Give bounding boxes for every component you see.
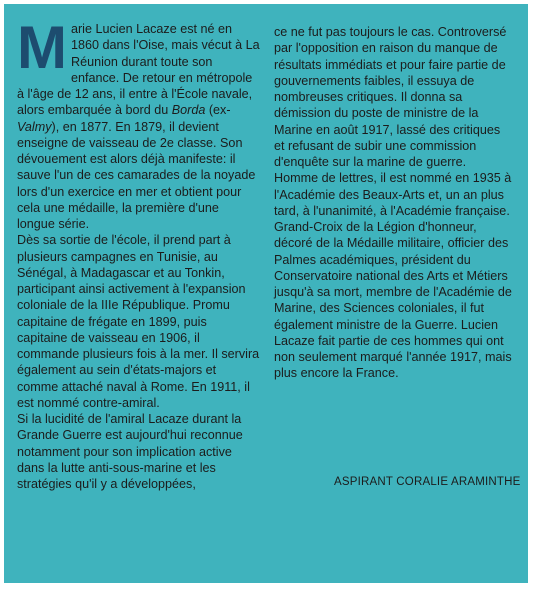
ship-name-valmy: Valmy xyxy=(17,119,52,134)
article-paragraph-1 xyxy=(17,14,260,232)
article-column-right xyxy=(274,24,514,382)
article-paragraph-5: Homme de lettres, il est nommé en 1935 à l'Académie des Beaux-Arts et, un an plus tard, à l'unanimité, à l'Académie française. Grand-Croix de la Légion d'honneur, décoré de la Médaille militaire, officier des Palmes académiques, président du Conservatoire national des Arts et Métiers jusqu'à sa mort, membre de l'Académie de Marine, des Sciences coloniales, il fut également ministre de la Guerre. Lucien Lacaze fait partie de ces hommes qui ont non seulement marqué l'année 1917, mais plus encore la France. xyxy=(274,171,512,381)
author-signature: ASPIRANT CORALIE ARAMINTHE xyxy=(334,476,521,488)
article-column-left xyxy=(17,14,260,492)
text-span: (ex- xyxy=(205,103,231,118)
text-span: ), en 1877. En 1879, il devient enseigne de vaisseau de 2e classe. Son dévouement est alors déjà manifeste: il sauve l'un de ces camarades de la noyade lors d'un exercice en mer et obtient pour cela une médaille, la première d'une longue série. xyxy=(17,119,256,231)
ship-name-borda: Borda xyxy=(171,103,206,118)
article-paragraph-2: Dès sa sortie de l'école, il prend part à plusieurs campagnes en Tunisie, au Sénégal, à Madagascar et au Tonkin, participant ainsi activement à l'expansion coloniale de la IIIe République. Promu capitaine de frégate en 1899, puis capitaine de vaisseau en 1906, il commande plusieurs fois à la mer. Il servira également au sein d'états-majors et comme attaché naval à Rome. En 1911, il est nommé contre-amiral. xyxy=(17,233,260,410)
article-paragraph-4: ce ne fut pas toujours le cas. Controversé par l'opposition en raison du manque de résultats immédiats et pour faire partie de gouvernements faibles, il essuya de nombreuses critiques. Il donna sa démission du poste de ministre de la Marine en août 1917, lassé des critiques et refusant de subir une commission d'enquête sur la marine de guerre. xyxy=(274,25,507,169)
text-span: arie Lucien Lacaze est né en 1860 dans l'Oise, mais vécut à La Réunion durant toute son enfance. De retour en métropole à l'âge de 12 ans, il entre à l'École navale, alors embarquée à bord du xyxy=(17,22,260,118)
drop-cap: M xyxy=(17,14,67,81)
article-paragraph-3: Si la lucidité de l'amiral Lacaze durant la Grande Guerre est aujourd'hui reconnue notamment pour son implication active dans la lutte anti-sous-marine et les stratégies qu'il y a développées, xyxy=(17,412,243,491)
article-panel xyxy=(4,4,528,583)
